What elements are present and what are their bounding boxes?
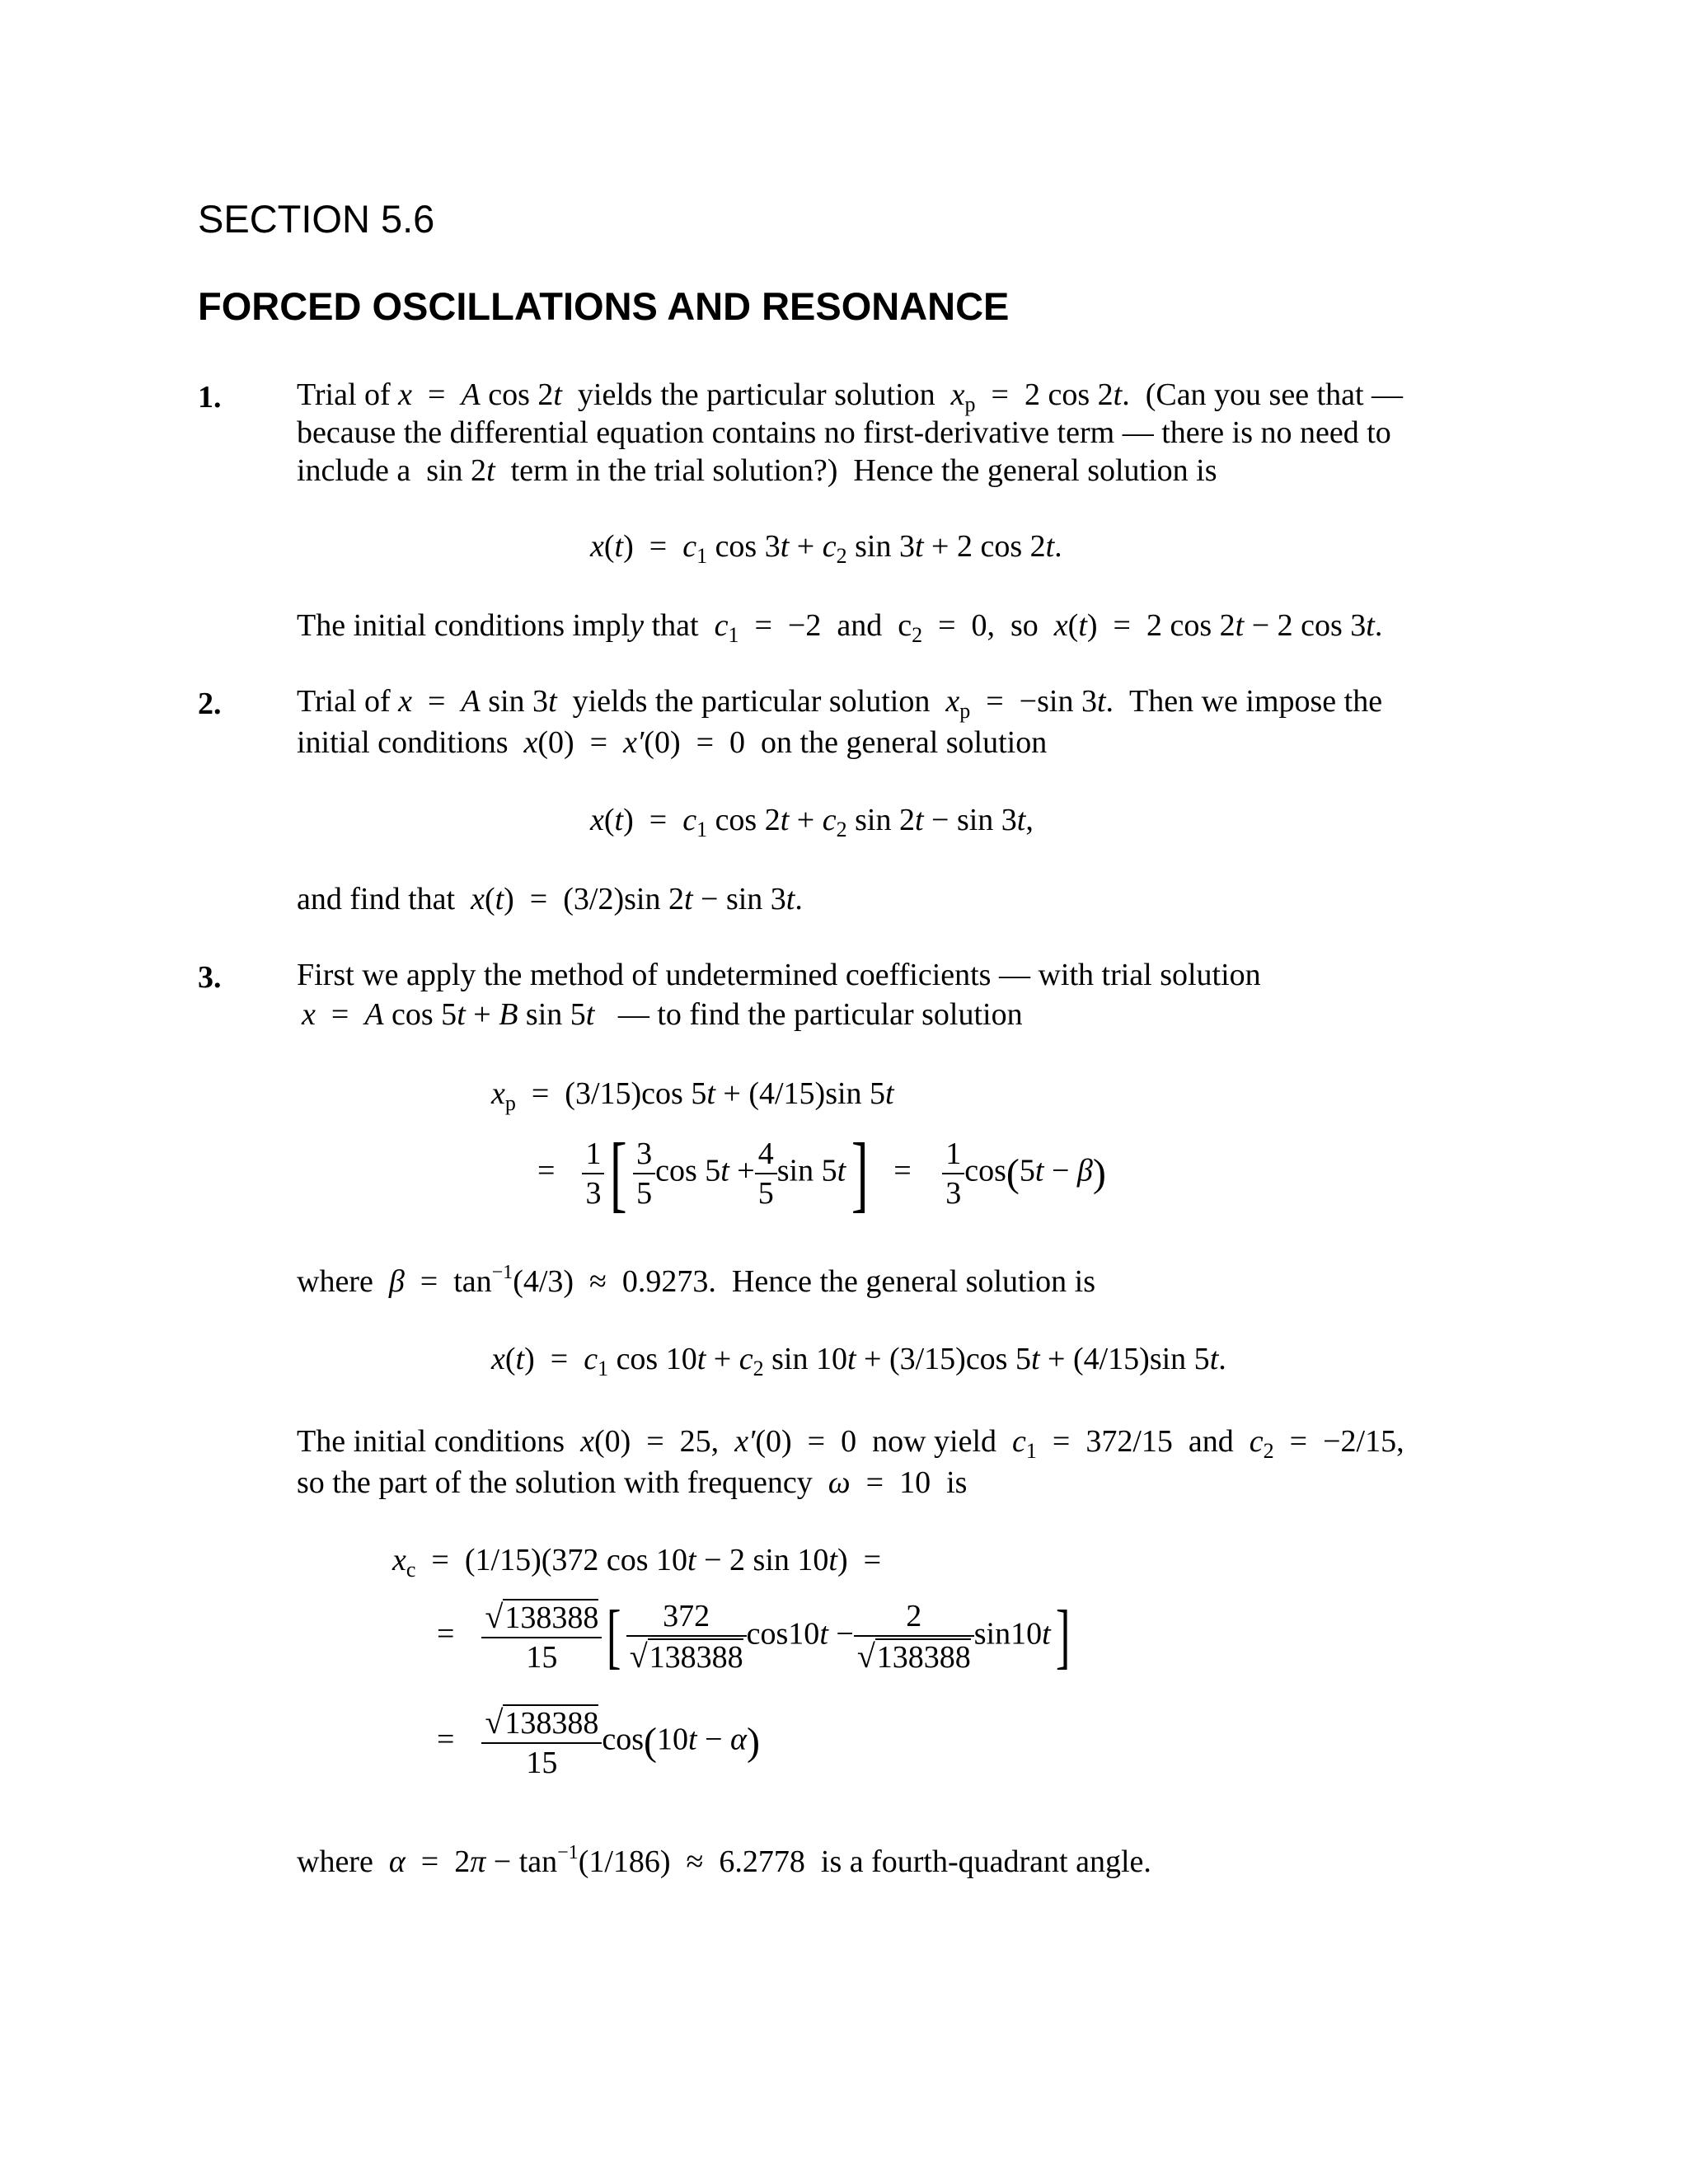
problem-2-general-solution: $x(t) = c_1$ $\cos 2t + c_2$ sin 2t − sin 3t, <box>590 803 1034 841</box>
problem-3-initial-conditions: The initial conditions x(0) = 25, x′(0) = 0 now yield $c_1 = 372/15$ and $c_2 = -2/15$, <box>297 1424 1404 1463</box>
problem-2-line-2: initial conditions x(0) = x′(0) = 0 on the general solution <box>297 725 1048 760</box>
problem-number: 2. <box>198 687 222 721</box>
chapter-title: FORCED OSCILLATIONS AND RESONANCE <box>198 284 1010 328</box>
problem-1-general-solution: $x(t) = c_1$ $\cos 3t + c_2$ sin 3t + 2 cos 2t. <box>590 529 1062 568</box>
problem-1-line-1: Trial of x = A cos 2t yields the particular solution $x_p = 2$ cos 2t. (Can you see that — <box>297 377 1404 416</box>
problem-3-line-1: First we apply the method of undetermined coefficients — with trial solution <box>297 958 1261 992</box>
section-heading: SECTION 5.6 <box>198 197 435 241</box>
problem-3-beta-definition: where $\beta = \tan^{-1}(4/3) \approx 0.9273$. Hence the general solution is <box>297 1262 1095 1299</box>
problem-2-line-1: Trial of x = A sin 3t yields the particular solution $x_p = -\sin$ 3t. Then we impose the <box>297 684 1383 723</box>
problem-3-complementary-phase: = $\frac{√138388}{15}$ cos(10t − α) <box>437 1704 760 1780</box>
problem-3-complementary-part: $x_c = (1/15)(372$ cos 10t − 2 sin 10t) = <box>392 1543 882 1582</box>
problem-number: 1. <box>198 380 222 415</box>
problem-number: 3. <box>198 960 222 995</box>
problem-2-result: and find that x(t) = (3/2)sin 2t − sin 3t. <box>297 882 803 916</box>
problem-3-line-2: x = A cos 5t + B sin 5t — to find the particular solution <box>302 997 1023 1032</box>
problem-3-general-solution: $x(t) = c_1$ $\cos 10t + c_2$ sin 10t + (3/15)cos 5t + (4/15)sin 5t. <box>491 1342 1226 1380</box>
problem-3-alpha-definition: where $\alpha = 2\pi - \tan^{-1}(1/186) \approx 6.2778$ is a fourth-quadrant angle. <box>297 1842 1151 1879</box>
problem-3-particular-solution: $x_p = (3/15)\cos$ 5t + (4/15)sin 5t <box>491 1076 894 1115</box>
problem-1-line-3: include a sin 2t term in the trial solution?) Hence the general solution is <box>297 453 1217 488</box>
problem-1-initial-conditions: The initial conditions imply that $c_1 = -2$ and $c_2 = 0$, so x(t) = 2 cos 2t − 2 cos 3t. <box>297 608 1383 647</box>
problem-3-particular-solution-phase: = $\frac{1}{3}$ [ $\frac{3}{5}$ cos 5t + $\frac{4}{5}$ sin 5t] = $\frac{1}{3}$ cos(5t − β) <box>537 1126 1106 1221</box>
problem-3-complementary-expanded: = $\frac{√138388}{15}$ [ $\frac{372}{√138388}$ cos10t − $\frac{2}{√138388}$ sin10t] <box>437 1596 1071 1676</box>
problem-1-line-2: because the differential equation contains no first-derivative term — there is no need to <box>297 415 1391 450</box>
problem-3-frequency-line: so the part of the solution with frequency ω = 10 is <box>297 1465 968 1500</box>
